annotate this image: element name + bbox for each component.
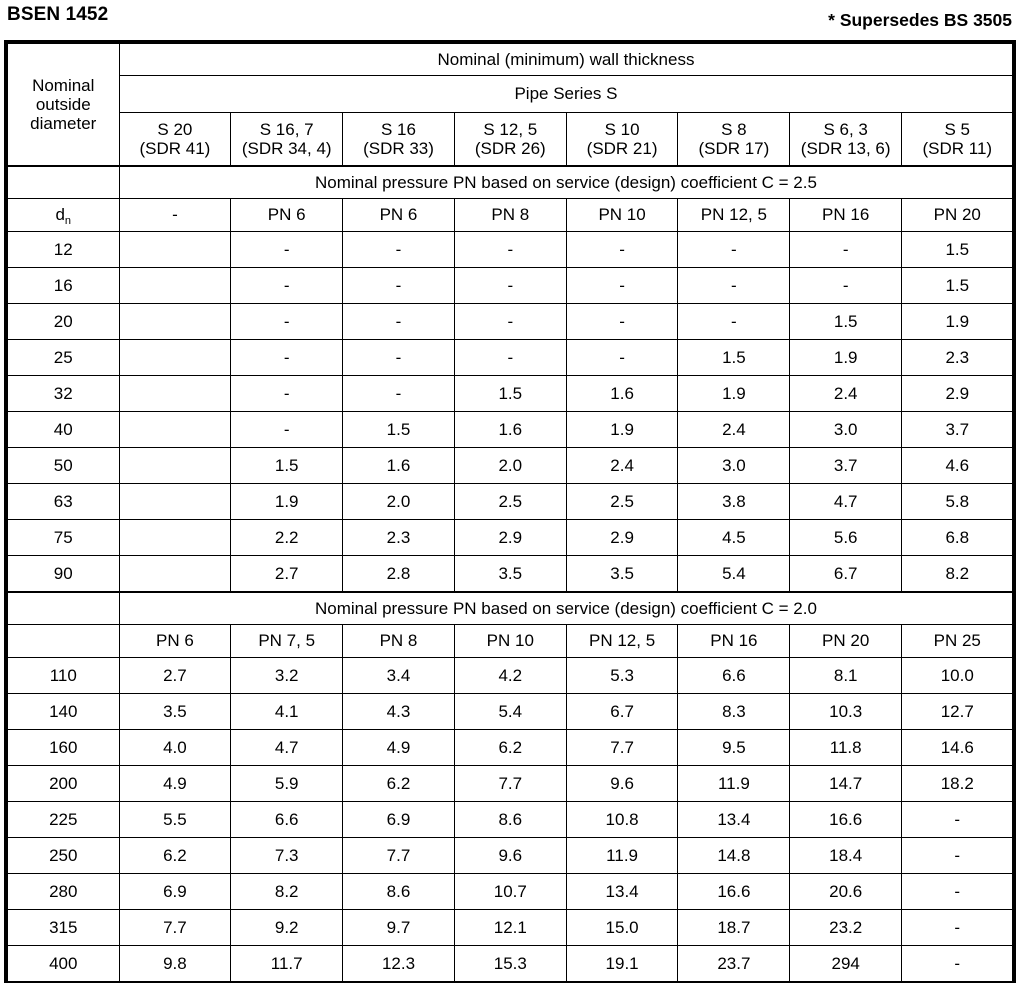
wall-thickness-value: 11.8 [790,730,902,766]
row-label-nominal-diameter: 140 [7,694,119,730]
wall-thickness-value: - [790,268,902,304]
wall-thickness-value: 4.7 [790,484,902,520]
column-header-series-2 [231,113,343,167]
series-label: S 16 [381,119,416,139]
wall-thickness-value: 2.5 [454,484,566,520]
wall-thickness-value: 3.8 [678,484,790,520]
wall-thickness-value: 4.6 [902,448,1014,484]
wall-thickness-value: 14.8 [678,838,790,874]
wall-thickness-value: 13.4 [566,874,678,910]
wall-thickness-value: - [343,340,455,376]
wall-thickness-value: 9.5 [678,730,790,766]
pn-row-label-2 [7,625,119,658]
wall-thickness-value: 3.5 [119,694,231,730]
wall-thickness-value: 2.0 [343,484,455,520]
row-label-nominal-diameter: 50 [7,448,119,484]
wall-thickness-value [119,304,231,340]
row-header-nominal-outside-diameter: Nominal outside diameter [7,43,119,166]
wall-thickness-value [119,376,231,412]
wall-thickness-value: 11.7 [231,946,343,983]
wall-thickness-value: - [790,232,902,268]
header-row-series-sdr [7,113,1013,167]
wall-thickness-value: 2.3 [343,520,455,556]
section-banner-2: Nominal pressure PN based on service (design) coefficient C = 2.0 [119,592,1013,625]
pn-rating-2-8: PN 25 [902,625,1014,658]
row-label-nominal-diameter: 40 [7,412,119,448]
dn-subscript: n [64,215,72,228]
wall-thickness-value: 5.3 [566,658,678,694]
sdr-label: (SDR 26) [474,139,546,158]
wall-thickness-value: 6.6 [678,658,790,694]
row-label-nominal-diameter: 32 [7,376,119,412]
wall-thickness-value: 6.7 [790,556,902,593]
wall-thickness-value [119,448,231,484]
wall-thickness-value: 7.7 [566,730,678,766]
wall-thickness-value: 3.4 [343,658,455,694]
wall-thickness-value: 6.2 [119,838,231,874]
header-wall-thickness: Nominal (minimum) wall thickness [119,43,1013,76]
wall-thickness-value: 6.9 [119,874,231,910]
pn-rating-2-3: PN 8 [343,625,455,658]
table-row [7,658,1013,694]
row-label-nominal-diameter: 400 [7,946,119,983]
section-banner-spacer-2 [7,592,119,625]
wall-thickness-value: 2.9 [902,376,1014,412]
wall-thickness-value: 3.0 [678,448,790,484]
wall-thickness-value [119,268,231,304]
wall-thickness-value [119,520,231,556]
wall-thickness-value: - [454,304,566,340]
wall-thickness-value: 6.7 [566,694,678,730]
wall-thickness-value: 8.2 [902,556,1014,593]
row-label-nominal-diameter: 160 [7,730,119,766]
wall-thickness-value: - [231,340,343,376]
wall-thickness-value: 7.7 [343,838,455,874]
wall-thickness-value: 3.5 [566,556,678,593]
wall-thickness-value: 4.5 [678,520,790,556]
wall-thickness-value: 12.3 [343,946,455,983]
wall-thickness-value: 12.1 [454,910,566,946]
wall-thickness-value: 16.6 [790,802,902,838]
wall-thickness-value: - [566,232,678,268]
sdr-label: (SDR 41) [139,139,211,158]
header-pipe-series: Pipe Series S [119,76,1013,113]
table-row [7,268,1013,304]
wall-thickness-value: 2.4 [790,376,902,412]
column-header-series-7 [790,113,902,167]
table-row [7,448,1013,484]
wall-thickness-value: - [231,412,343,448]
wall-thickness-value: - [231,232,343,268]
wall-thickness-value: 9.2 [231,910,343,946]
wall-thickness-value: 4.9 [343,730,455,766]
row-label-nominal-diameter: 63 [7,484,119,520]
wall-thickness-value: - [902,910,1014,946]
row-label-nominal-diameter: 250 [7,838,119,874]
series-label: S 20 [157,119,193,139]
wall-thickness-value: 8.6 [454,802,566,838]
table-row [7,910,1013,946]
wall-thickness-value: 18.2 [902,766,1014,802]
row-label-nominal-diameter: 25 [7,340,119,376]
wall-thickness-value: - [454,340,566,376]
wall-thickness-value [119,556,231,593]
wall-thickness-value: 2.0 [454,448,566,484]
table-row [7,946,1013,983]
column-header-series-4 [454,113,566,167]
wall-thickness-value: 18.4 [790,838,902,874]
wall-thickness-value: 6.8 [902,520,1014,556]
sdr-label: (SDR 21) [586,139,658,158]
sdr-label: (SDR 17) [698,139,770,158]
wall-thickness-value: 4.3 [343,694,455,730]
wall-thickness-value: 12.7 [902,694,1014,730]
wall-thickness-value: 14.7 [790,766,902,802]
wall-thickness-value: 1.9 [902,304,1014,340]
wall-thickness-value: - [902,802,1014,838]
wall-thickness-value: 8.6 [343,874,455,910]
pn-rating-1-2: PN 6 [231,199,343,232]
wall-thickness-value: 19.1 [566,946,678,983]
wall-thickness-value: 1.9 [566,412,678,448]
wall-thickness-value: 10.8 [566,802,678,838]
table-row [7,232,1013,268]
wall-thickness-value: 23.2 [790,910,902,946]
wall-thickness-value: 18.7 [678,910,790,946]
row-label-nominal-diameter: 75 [7,520,119,556]
wall-thickness-value: 9.7 [343,910,455,946]
sdr-label: (SDR 34, 4) [241,139,332,158]
wall-thickness-value: - [231,304,343,340]
column-header-series-5 [566,113,678,167]
pn-rating-1-1: - [119,199,231,232]
wall-thickness-value: 4.7 [231,730,343,766]
wall-thickness-value: 7.3 [231,838,343,874]
pn-rating-1-6: PN 12, 5 [678,199,790,232]
wall-thickness-value: 6.2 [454,730,566,766]
row-label-nominal-diameter: 90 [7,556,119,593]
wall-thickness-value: 9.6 [454,838,566,874]
row-label-nominal-diameter: 200 [7,766,119,802]
wall-thickness-value: 3.0 [790,412,902,448]
wall-thickness-value: 1.6 [566,376,678,412]
column-header-series-8 [902,113,1014,167]
wall-thickness-value: 6.2 [343,766,455,802]
wall-thickness-value: - [678,268,790,304]
wall-thickness-value: 2.4 [678,412,790,448]
wall-thickness-value: 11.9 [678,766,790,802]
wall-thickness-value: 2.5 [566,484,678,520]
wall-thickness-value [119,340,231,376]
wall-thickness-value: - [678,304,790,340]
wall-thickness-value: 2.3 [902,340,1014,376]
wall-thickness-value: - [566,340,678,376]
header-row-pipe-series [7,76,1013,113]
wall-thickness-value: 4.9 [119,766,231,802]
wall-thickness-value: - [343,232,455,268]
section-banner-row-2 [7,592,1013,625]
wall-thickness-value: 4.2 [454,658,566,694]
wall-thickness-value: 6.9 [343,802,455,838]
row-label-nominal-diameter: 315 [7,910,119,946]
wall-thickness-value: 10.0 [902,658,1014,694]
row-label-nominal-diameter: 20 [7,304,119,340]
table-row [7,766,1013,802]
table-row [7,412,1013,448]
table-row [7,376,1013,412]
wall-thickness-value: 7.7 [454,766,566,802]
wall-thickness-value: 2.8 [343,556,455,593]
wall-thickness-value: 6.6 [231,802,343,838]
wall-thickness-value: 2.2 [231,520,343,556]
row-label-nominal-diameter: 280 [7,874,119,910]
series-label: S 5 [944,119,971,139]
wall-thickness-value: 9.6 [566,766,678,802]
column-header-series-3 [343,113,455,167]
wall-thickness-value [119,232,231,268]
wall-thickness-value: 2.4 [566,448,678,484]
wall-thickness-value: - [343,304,455,340]
pn-rating-2-4: PN 10 [454,625,566,658]
wall-thickness-value: 9.8 [119,946,231,983]
table-row [7,520,1013,556]
wall-thickness-value: 23.7 [678,946,790,983]
wall-thickness-value: 2.7 [119,658,231,694]
wall-thickness-value: 3.7 [790,448,902,484]
wall-thickness-value: 1.5 [343,412,455,448]
wall-thickness-value: - [566,304,678,340]
wall-thickness-value: 16.6 [678,874,790,910]
table-row [7,874,1013,910]
wall-thickness-value: 8.1 [790,658,902,694]
wall-thickness-value: - [231,268,343,304]
wall-thickness-value: 10.3 [790,694,902,730]
pn-rating-2-5: PN 12, 5 [566,625,678,658]
pn-rating-2-1: PN 6 [119,625,231,658]
wall-thickness-value: 1.5 [678,340,790,376]
row-label-nominal-diameter: 16 [7,268,119,304]
wall-thickness-value: 4.0 [119,730,231,766]
wall-thickness-value: 2.9 [566,520,678,556]
pipe-wall-thickness-table [6,42,1014,983]
wall-thickness-value: 5.9 [231,766,343,802]
series-label: S 10 [604,119,640,139]
column-header-series-6 [678,113,790,167]
wall-thickness-value: 8.2 [231,874,343,910]
supersedes-note: * Supersedes BS 3505 [828,10,1012,30]
page-title: BSEN 1452 [7,4,109,25]
wall-thickness-value: 5.4 [678,556,790,593]
wall-thickness-value [119,484,231,520]
wall-thickness-value: - [231,376,343,412]
document-header [0,0,1020,40]
series-label: S 16, 7 [259,119,314,139]
wall-thickness-value: - [566,268,678,304]
row-label-nominal-diameter: 12 [7,232,119,268]
wall-thickness-value: 1.5 [454,376,566,412]
table-row [7,304,1013,340]
wall-thickness-value: 11.9 [566,838,678,874]
series-label: S 8 [721,119,747,139]
wall-thickness-value: - [902,874,1014,910]
series-label: S 12, 5 [483,119,538,139]
wall-thickness-value: 3.5 [454,556,566,593]
wall-thickness-value: 8.3 [678,694,790,730]
table-row [7,694,1013,730]
header-row-wall-thickness [7,43,1013,76]
wall-thickness-value: 1.9 [678,376,790,412]
section-banner-row-1 [7,166,1013,199]
wall-thickness-value: 14.6 [902,730,1014,766]
wall-thickness-value: 1.5 [902,268,1014,304]
pn-rating-row-2 [7,625,1013,658]
wall-thickness-value: - [902,838,1014,874]
wall-thickness-value: - [902,946,1014,983]
wall-thickness-value: 13.4 [678,802,790,838]
section-banner-1: Nominal pressure PN based on service (design) coefficient C = 2.5 [119,166,1013,199]
wall-thickness-value: 5.5 [119,802,231,838]
row-label-nominal-diameter: 110 [7,658,119,694]
wall-thickness-value: 294 [790,946,902,983]
pn-rating-2-7: PN 20 [790,625,902,658]
wall-thickness-value: 5.8 [902,484,1014,520]
wall-thickness-value: 1.5 [231,448,343,484]
table-row [7,556,1013,593]
pn-rating-1-5: PN 10 [566,199,678,232]
table-row [7,484,1013,520]
row-label-nominal-diameter: 225 [7,802,119,838]
wall-thickness-value: - [343,268,455,304]
wall-thickness-value: 1.6 [454,412,566,448]
table-row [7,730,1013,766]
wall-thickness-value: 1.5 [790,304,902,340]
pn-rating-2-6: PN 16 [678,625,790,658]
wall-thickness-value: 20.6 [790,874,902,910]
pn-row-label-1: $d_n$ [7,199,119,232]
wall-thickness-value: 1.6 [343,448,455,484]
wall-thickness-value: 15.0 [566,910,678,946]
wall-thickness-value: - [678,232,790,268]
table-row [7,838,1013,874]
sdr-label: (SDR 33) [363,139,434,158]
wall-thickness-value: - [454,232,566,268]
pn-rating-1-8: PN 20 [902,199,1014,232]
wall-thickness-value: 3.2 [231,658,343,694]
pn-rating-row-1 [7,199,1013,232]
column-header-series-1 [119,113,231,167]
wall-thickness-value: 5.6 [790,520,902,556]
pn-rating-1-3: PN 6 [343,199,455,232]
wall-thickness-value: 2.7 [231,556,343,593]
pn-rating-2-2: PN 7, 5 [231,625,343,658]
sdr-label: (SDR 13, 6) [800,139,891,158]
table-row [7,340,1013,376]
table-row [7,802,1013,838]
wall-thickness-value: 7.7 [119,910,231,946]
wall-thickness-value: 4.1 [231,694,343,730]
wall-thickness-value: - [343,376,455,412]
wall-thickness-value: 5.4 [454,694,566,730]
wall-thickness-value: 1.5 [902,232,1014,268]
sdr-label: (SDR 11) [922,139,993,158]
wall-thickness-value: 2.9 [454,520,566,556]
pn-rating-1-4: PN 8 [454,199,566,232]
wall-thickness-value: 1.9 [790,340,902,376]
wall-thickness-value: 10.7 [454,874,566,910]
wall-thickness-value: 1.9 [231,484,343,520]
wall-thickness-value [119,412,231,448]
wall-thickness-value: - [454,268,566,304]
series-label: S 6, 3 [823,119,868,139]
pn-rating-1-7: PN 16 [790,199,902,232]
wall-thickness-value: 15.3 [454,946,566,983]
wall-thickness-value: 3.7 [902,412,1014,448]
section-banner-spacer-1 [7,166,119,199]
